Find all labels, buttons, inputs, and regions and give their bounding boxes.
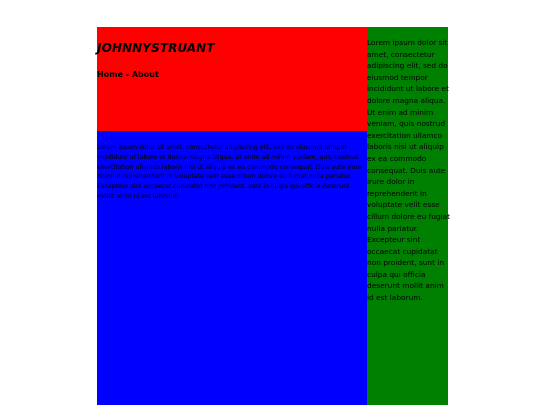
site-title: JOHNNYSTRUANT	[97, 41, 215, 55]
sidebar	[367, 27, 451, 405]
nav-bar	[97, 70, 159, 79]
page-container	[97, 27, 451, 405]
sidebar-paragraph: Lorem ipsum dolor sit amet, consectetur adipiscing elit, sed do eiusmod tempor incididunt ut labore et dolore magna aliqua. Ut enim ad minim veniam, quis nostrud exercitation ullamco laboris nisi ut aliquip ex ea commodo consequat. Duis aute irure dolor in reprehenderit in voluptate velit esse cillum dolore eu fugiat nulla pariatur. Excepteur sint occaecat cupidatat non proident, sunt in culpa qui officia deserunt mollit anim id est laborum.	[367, 38, 451, 303]
nav-separator: -	[122, 70, 132, 79]
nav-about-link[interactable]: About	[131, 70, 159, 79]
main-paragraph: Lorem ipsum dolor sit amet, consectetur adipisicing elit, sed do eiusmod tempor incididunt ut labore et dolore magna aliqua. Ut enim ad minim veniam, quis nostrud exercitation ullamco laboris nisi ut aliquip ex ea commodo consequat. Duis aute irure dolor in reprehenderit in voluptate velit esse cillum dolore eu fugiat nulla pariatur. Excepteur sint occaecat cupidatat non proident, sunt in culpa qui officia deserunt mollit anim id est laborum.	[97, 144, 362, 200]
nav-home-link[interactable]: Home	[97, 70, 123, 79]
main-content	[97, 131, 367, 405]
header	[97, 27, 367, 131]
